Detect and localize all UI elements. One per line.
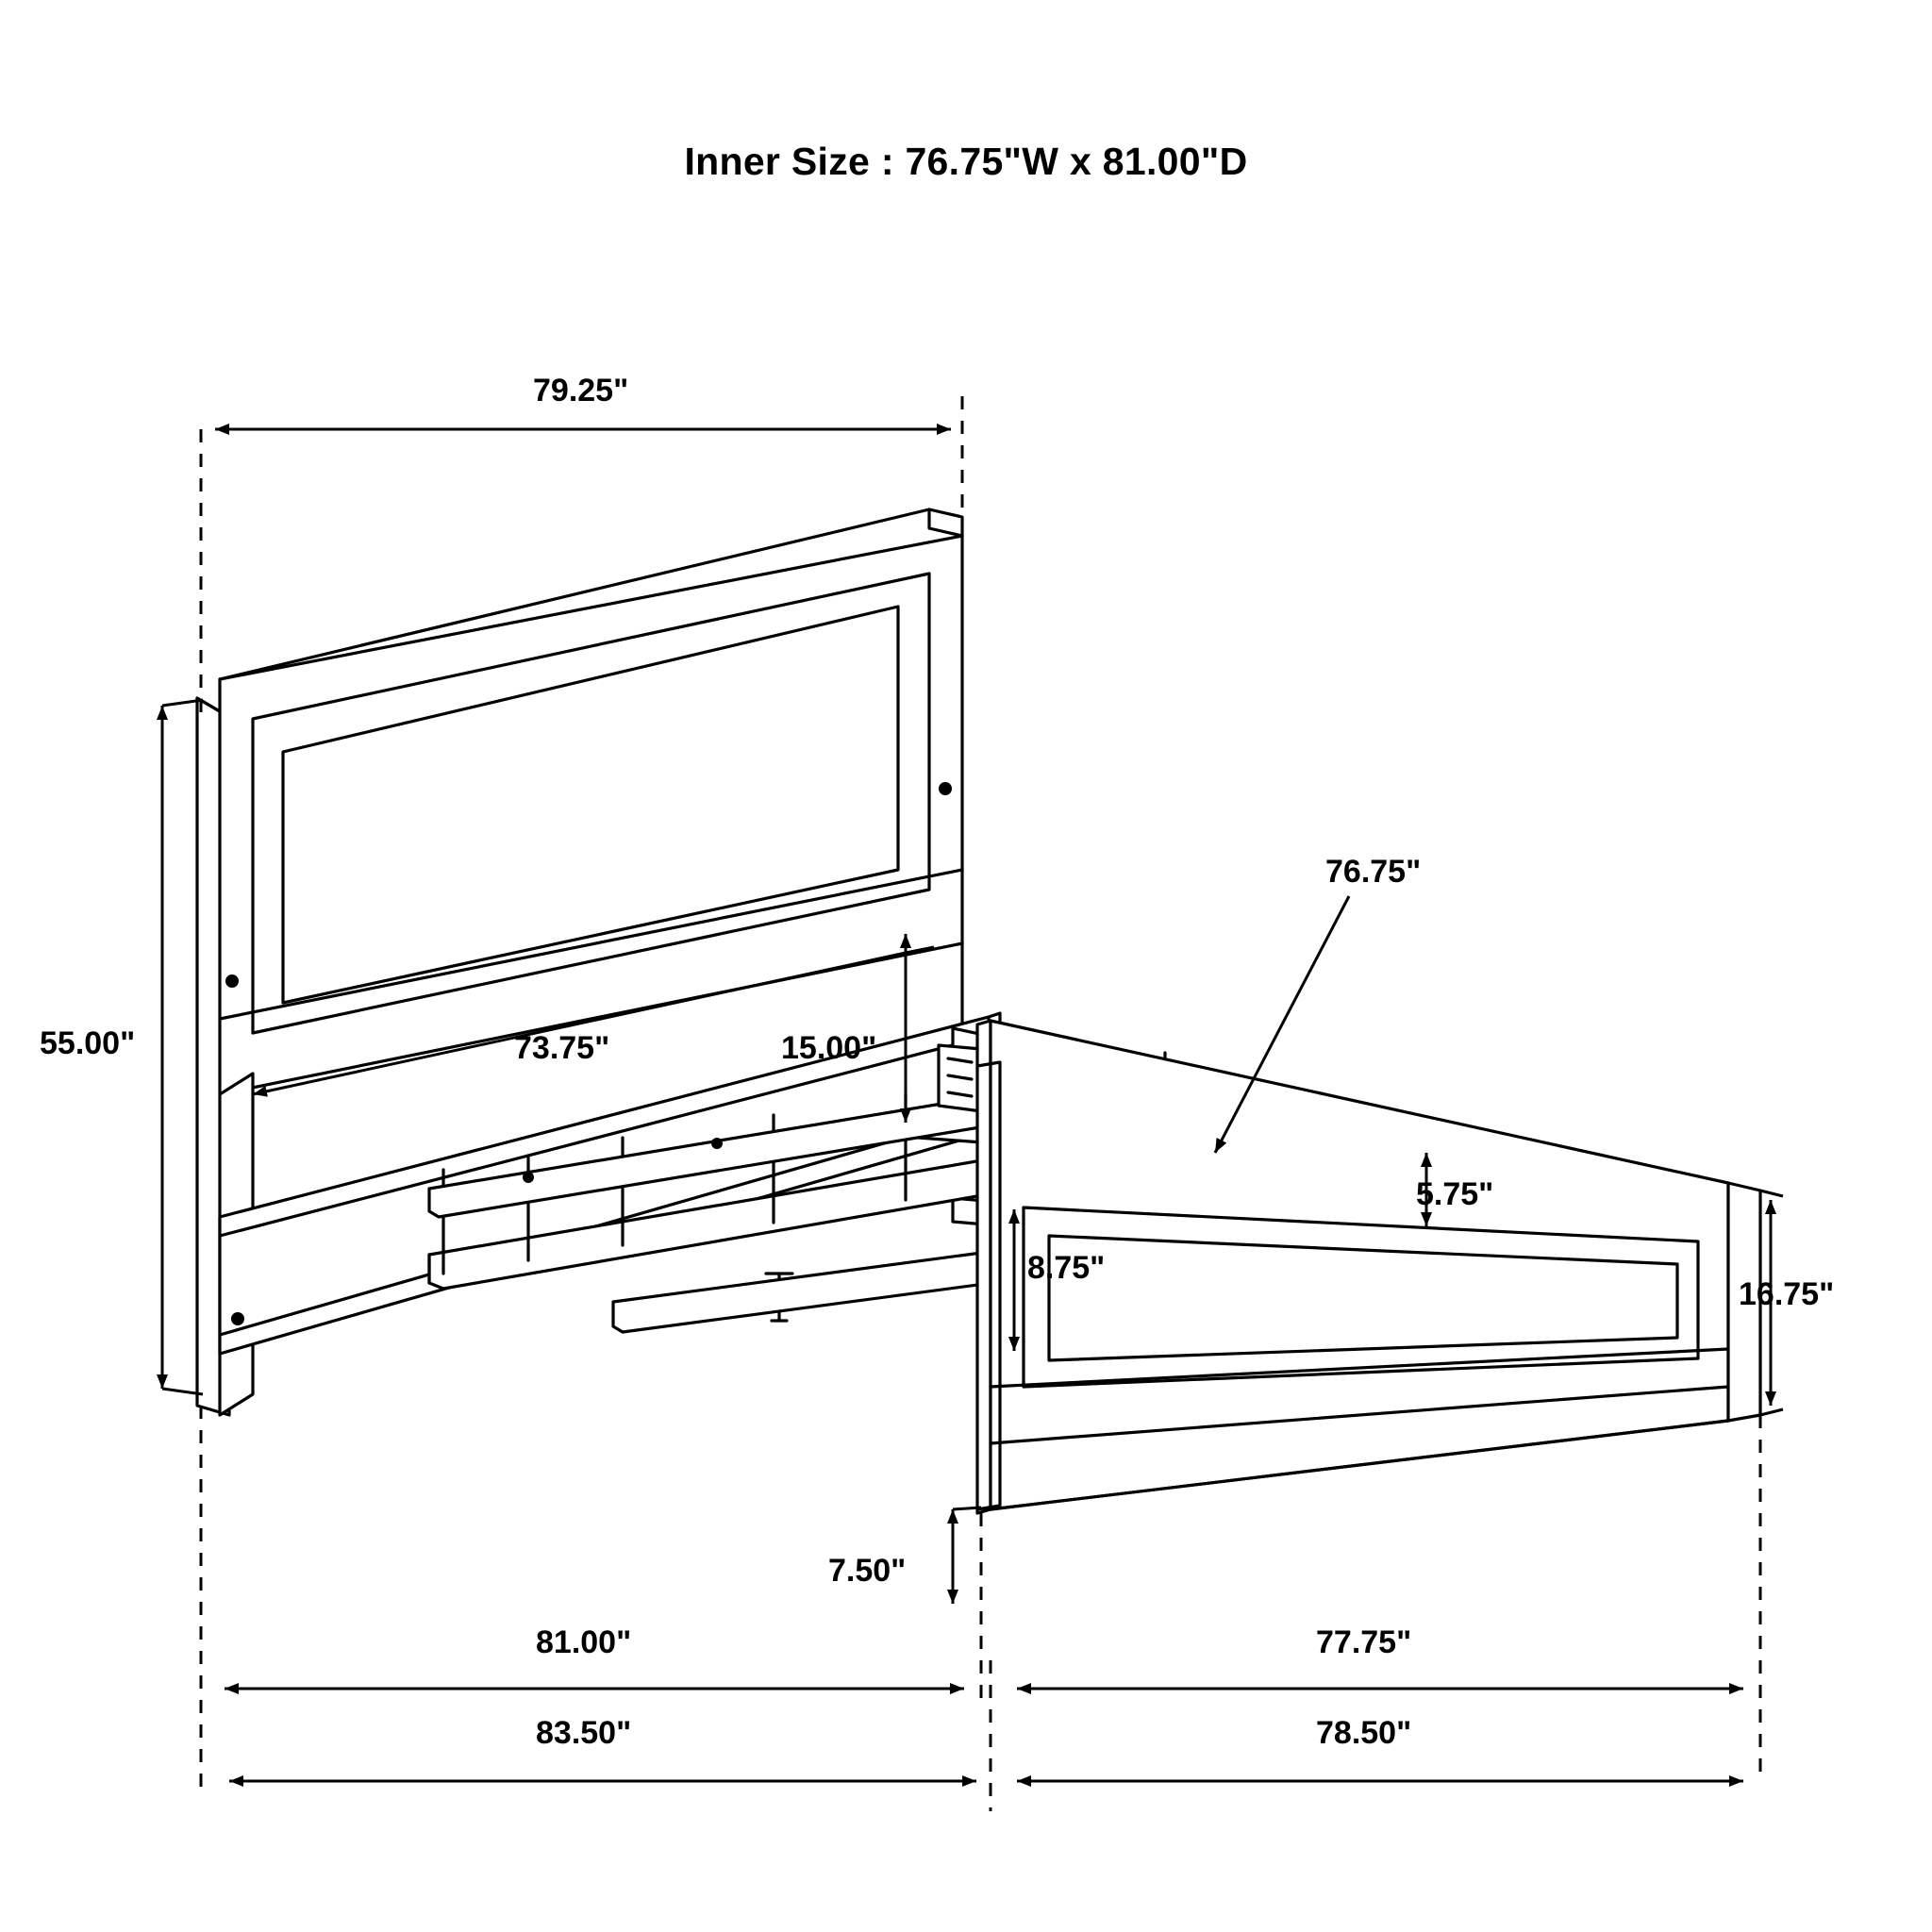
dimension-label-rail-to-floor: 15.00" xyxy=(781,1030,877,1066)
dimension-label-headboard-width: 79.25" xyxy=(533,373,629,408)
dimension-label-deck-height: 8.75" xyxy=(1027,1250,1106,1286)
dimension-label-callout-inner-width: 76.75" xyxy=(1325,854,1422,890)
dimension-label-headboard-height: 55.00" xyxy=(40,1025,136,1061)
dimension-label-slat-thickness: 5.75" xyxy=(1416,1176,1494,1212)
dimension-label-footboard-height: 16.75" xyxy=(1739,1276,1835,1312)
dimension-label-headboard-panel-width: 73.75" xyxy=(514,1030,610,1066)
dimension-label-footboard-clearance: 7.50" xyxy=(828,1553,907,1589)
dimension-label-bed-length-left: 81.00" xyxy=(536,1624,632,1660)
page-title: Inner Size : 76.75"W x 81.00"D xyxy=(684,140,1248,183)
dimension-label-overall-length-left: 83.50" xyxy=(536,1715,632,1751)
dimension-label-bed-length-right: 77.75" xyxy=(1316,1624,1412,1660)
dimension-label-overall-length-right: 78.50" xyxy=(1316,1715,1412,1751)
